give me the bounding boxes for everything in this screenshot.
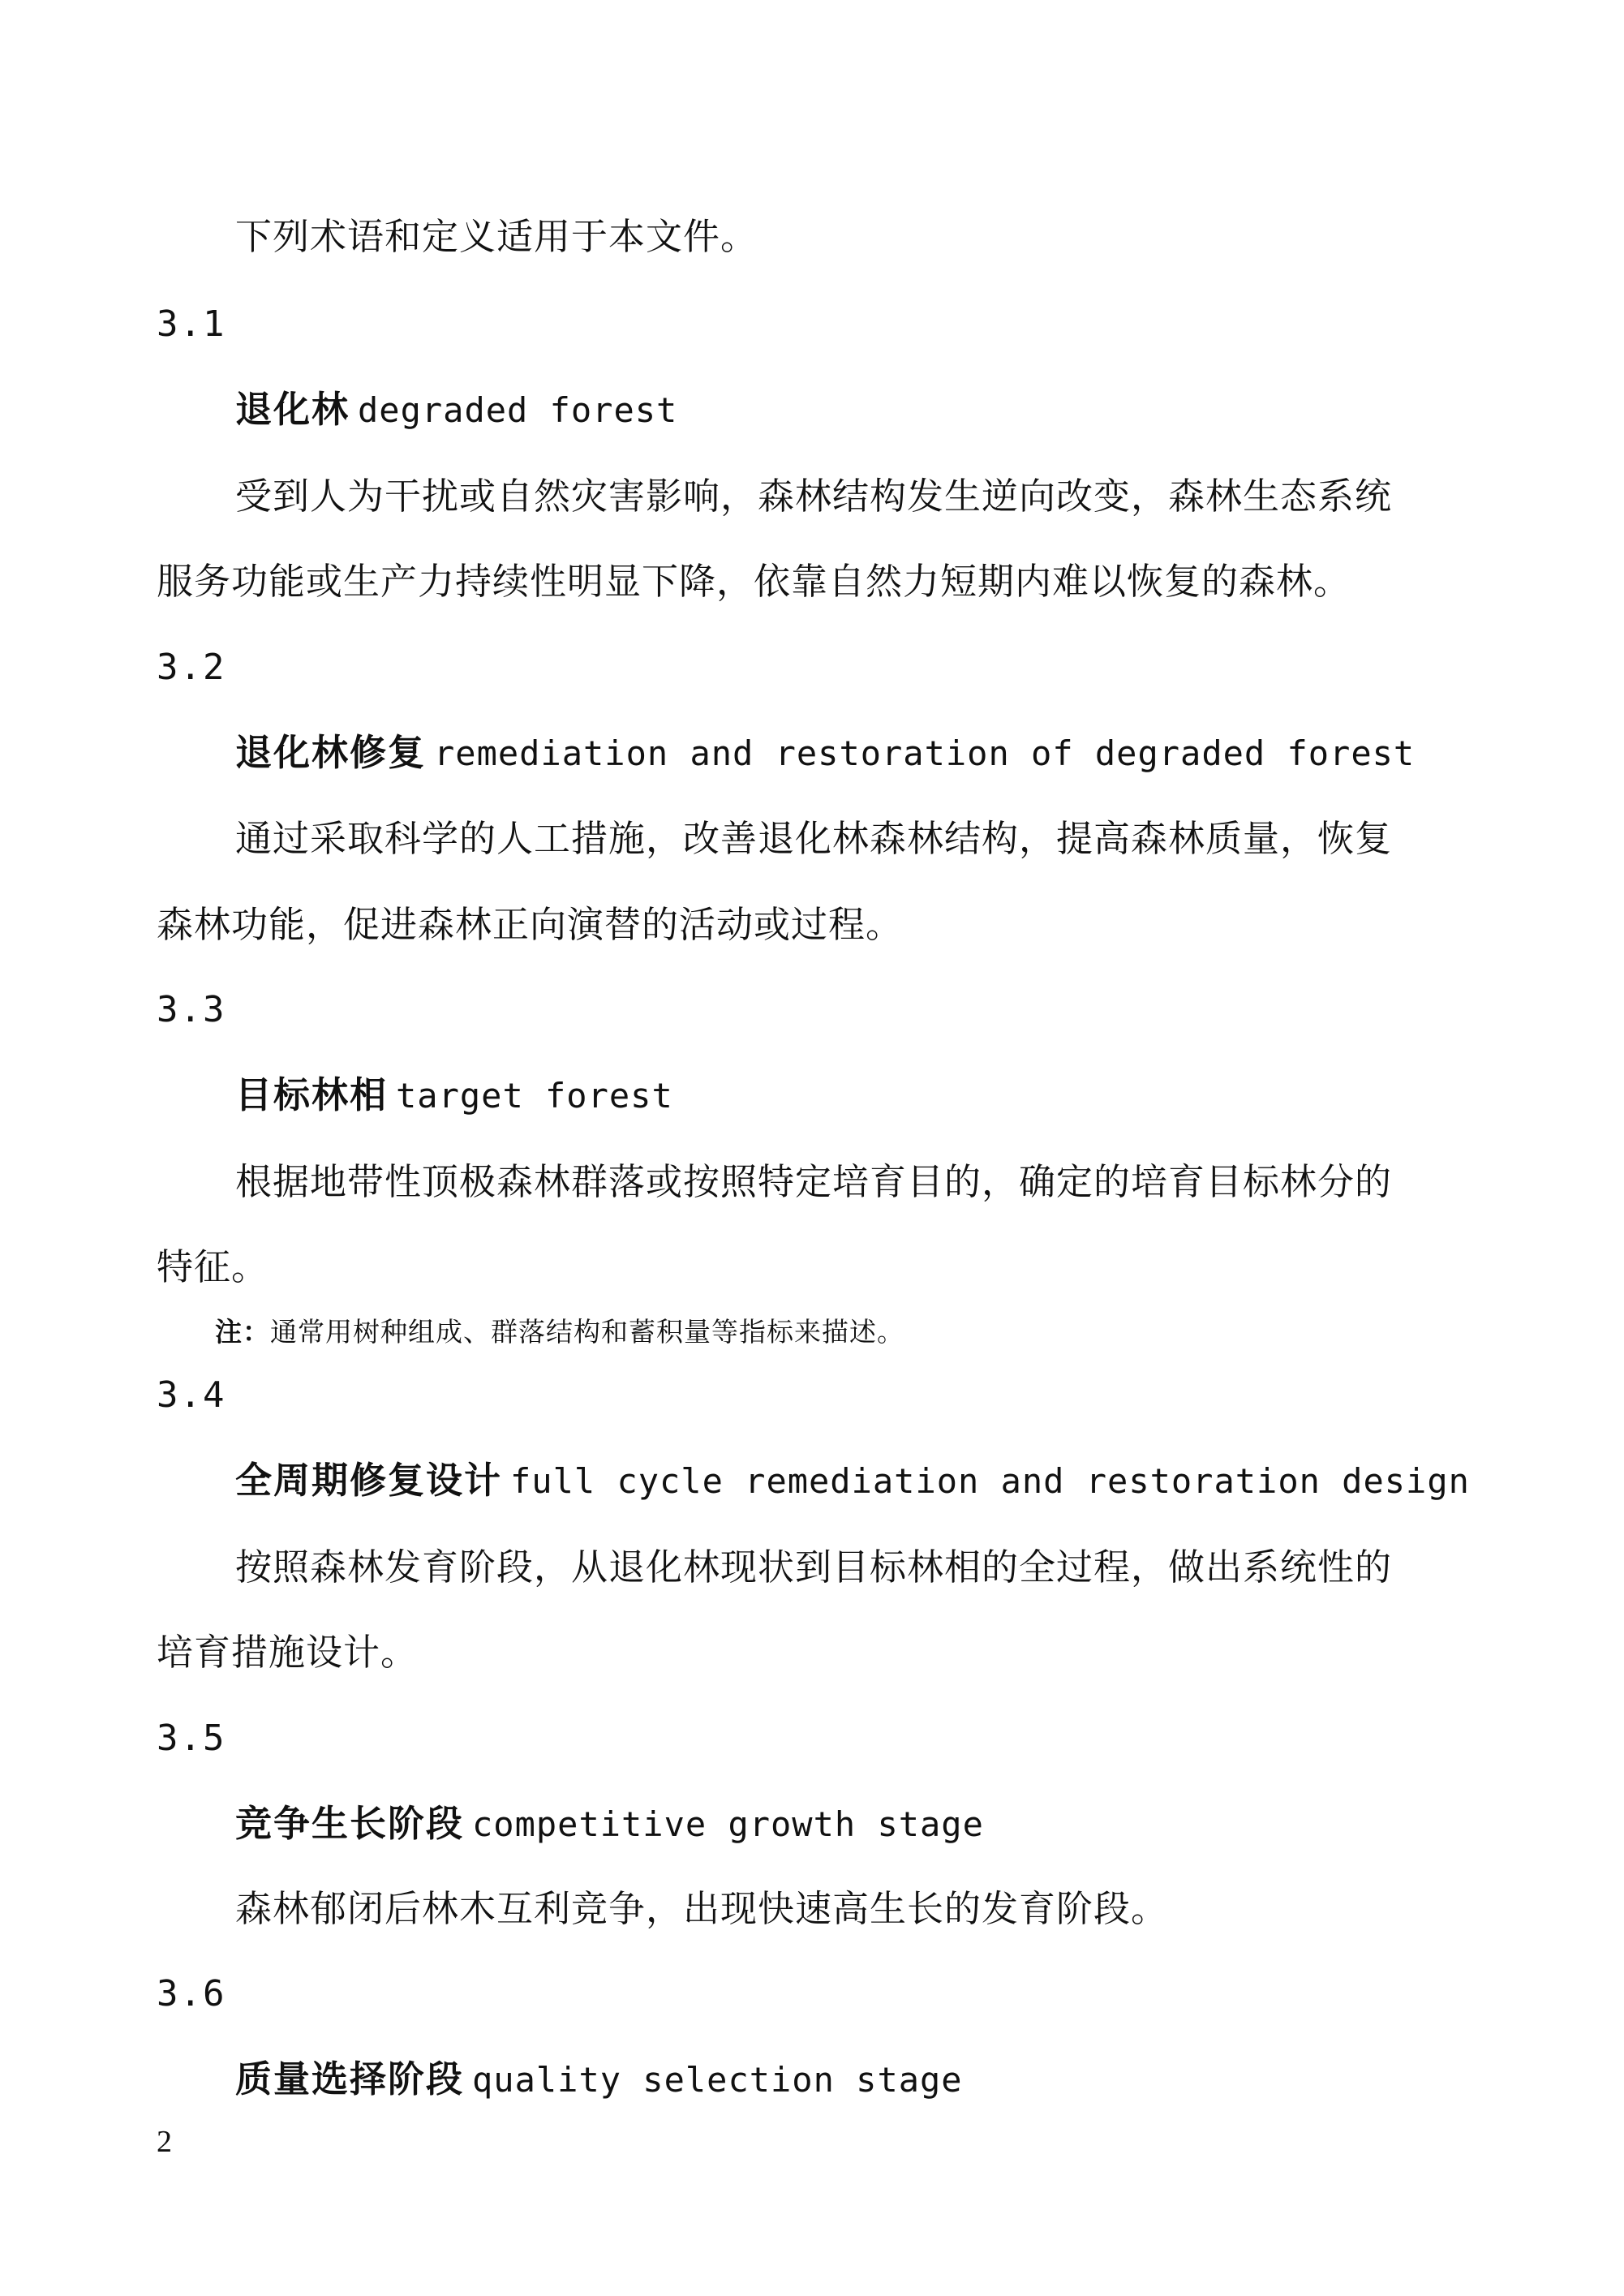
term-definition-line: 按照森林发育阶段，从退化林现状到目标林相的全过程，做出系统性的 xyxy=(235,1546,1393,1589)
term-heading xyxy=(235,1799,984,1849)
term-name-en: target forest xyxy=(396,1076,673,1116)
term-definition-line: 服务功能或生产力持续性明显下降，依靠自然力短期内难以恢复的森林。 xyxy=(157,560,1351,603)
note-label: 注： xyxy=(215,1316,270,1348)
term-name-cn: 目标林相 xyxy=(235,1073,389,1116)
term-name-en: competitive growth stage xyxy=(472,1804,984,1844)
term-definition-line: 森林郁闭后林木互利竞争，出现快速高生长的发育阶段。 xyxy=(235,1887,1169,1930)
term-name-en: remediation and restoration of degraded forest xyxy=(434,733,1416,773)
term-note xyxy=(215,1314,904,1350)
term-definition-line: 培育措施设计。 xyxy=(157,1631,419,1674)
term-definition-line: 森林功能，促进森林正向演替的活动或过程。 xyxy=(157,903,904,946)
term-number: 3.4 xyxy=(157,1374,226,1416)
term-name-cn: 退化林修复 xyxy=(235,731,427,774)
term-heading xyxy=(235,1456,1470,1506)
term-heading xyxy=(235,385,677,435)
term-number: 3.1 xyxy=(157,303,226,345)
term-name-cn: 退化林 xyxy=(235,388,350,431)
term-number: 3.2 xyxy=(157,647,226,688)
term-definition-line: 特征。 xyxy=(157,1245,269,1288)
term-name-cn: 全周期修复设计 xyxy=(235,1459,503,1502)
term-name-en: quality selection stage xyxy=(472,2060,963,2100)
term-definition-line: 根据地带性顶极森林群落或按照特定培育目的，确定的培育目标林分的 xyxy=(235,1160,1393,1203)
term-number: 3.3 xyxy=(157,989,226,1030)
term-number: 3.5 xyxy=(157,1718,226,1759)
term-heading xyxy=(235,729,1415,778)
term-heading xyxy=(235,1071,673,1120)
note-text: 通常用树种组成、群落结构和蓄积量等指标来描述。 xyxy=(270,1316,904,1348)
intro-text: 下列术语和定义适用于本文件。 xyxy=(235,215,758,258)
page-number: 2 xyxy=(157,2125,172,2159)
term-name-cn: 质量选择阶段 xyxy=(235,2057,465,2100)
term-number: 3.6 xyxy=(157,1973,226,2014)
term-name-en: degraded forest xyxy=(358,390,678,430)
term-heading xyxy=(235,2055,963,2105)
term-definition-line: 受到人为干扰或自然灾害影响，森林结构发生逆向改变，森林生态系统 xyxy=(235,475,1393,518)
term-definition-line: 通过采取科学的人工措施，改善退化林森林结构，提高森林质量，恢复 xyxy=(235,817,1393,860)
term-name-en: full cycle remediation and restoration design xyxy=(510,1461,1470,1501)
term-name-cn: 竞争生长阶段 xyxy=(235,1802,465,1845)
